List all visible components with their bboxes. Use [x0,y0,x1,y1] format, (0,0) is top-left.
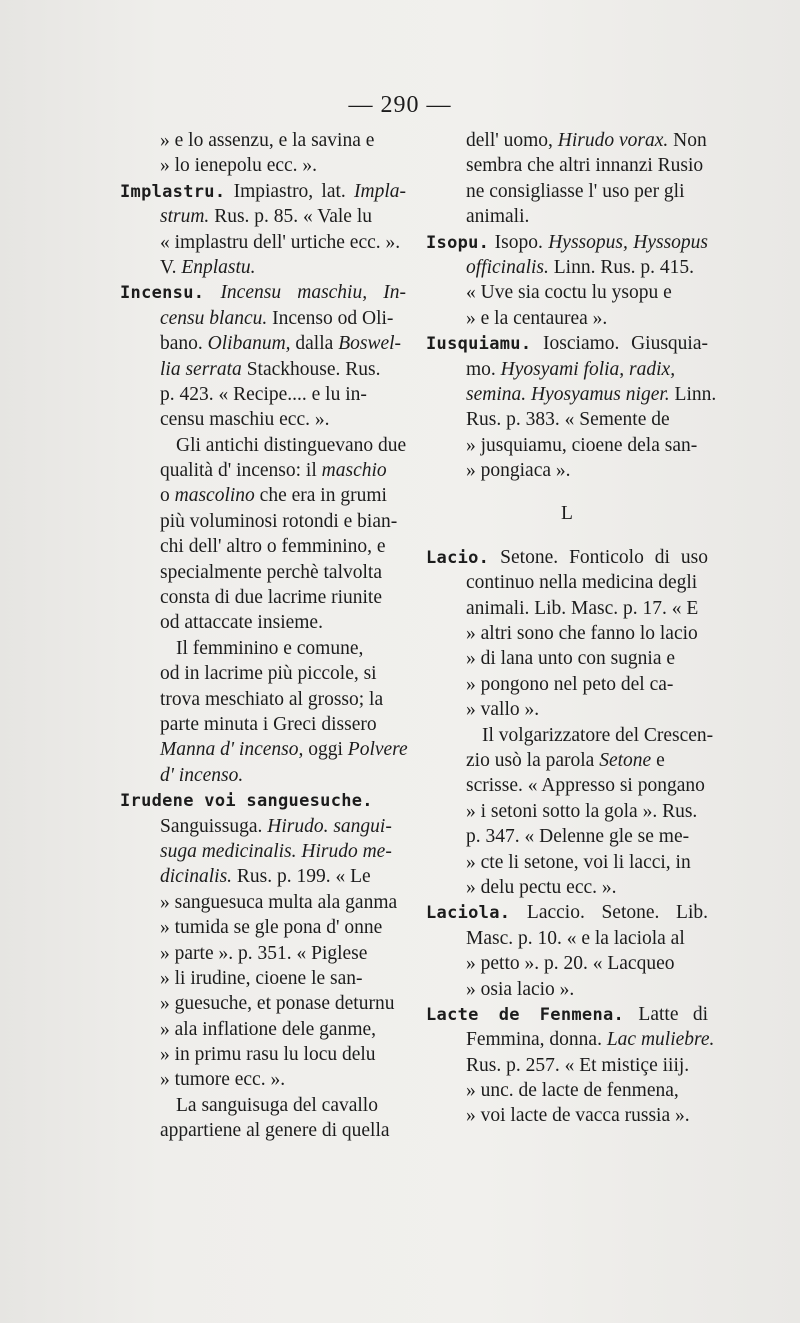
headword: Implastru. [120,181,226,202]
text-line [120,661,406,686]
text-line [426,433,708,458]
headword: Irudene voi sanguesuche. [120,791,373,812]
text-run: » vallo ». [466,699,540,721]
text-line [120,1042,406,1067]
text-run: Rus. p. 383. « Semente de [466,409,670,431]
italic-run: Hyssopus, Hyssopus [548,231,708,253]
text-line [120,585,406,610]
italic-run: Polvere [347,739,408,761]
text-run: Rus. p. 257. « Et mistiçe iiij. [466,1054,690,1076]
italic-run: Lac muliebre. [606,1029,715,1051]
headword: Laciola. [426,903,511,924]
text-line [120,483,406,508]
text-run: animali. [466,206,530,228]
text-line [120,153,406,178]
italic-run: Impla- [354,180,406,202]
text-run: » parte ». p. 351. « Piglese [160,942,368,964]
text-line [120,864,406,889]
text-run: » lo ienepolu ecc. ». [160,155,318,177]
text-line [120,128,406,153]
line-gap [426,527,708,545]
headword: Iusquiamu. [426,334,532,355]
text-run: Isopo. [489,231,549,253]
italic-run: suga medicinalis. Hirudo me- [160,840,392,862]
italic-run: Setone [599,749,652,771]
text-run: La sanguisuga del cavallo [176,1094,378,1116]
text-run: mo. [466,358,501,380]
text-line [120,763,406,788]
text-line [426,697,708,722]
text-run: Il femminino e comune, [176,637,364,659]
text-run: specialmente perchè talvolta [160,561,382,583]
text-line [120,255,406,280]
text-run: » delu pectu ecc. ». [466,876,617,898]
text-run: » e lo assenzu, e la savina e [160,130,375,151]
italic-run: Manna d' incenso, [160,739,304,761]
text-run: » li irudine, cioene le san- [160,967,363,989]
text-line [120,610,406,635]
text-run: » cte li setone, voi li lacci, in [466,851,691,873]
text-run: p. 423. « Recipe.... e lu in- [160,383,367,405]
text-line [426,382,717,407]
text-line [120,1118,406,1143]
text-run: animali. Lib. Masc. p. 17. « E [466,597,699,619]
text-line [426,1027,715,1052]
entry-headword-line [120,280,406,305]
text-run: L [561,503,573,525]
text-line [120,737,406,762]
text-line [426,280,708,305]
headword: Lacio. [426,547,490,568]
text-line [120,407,406,432]
text-run: Setone. Fonticolo di uso [489,546,708,568]
entry-headword-line [426,1002,708,1027]
text-run: parte minuta i Greci dissero [160,713,377,735]
text-run: Iosciamo. Giusquia- [531,333,708,355]
text-run: oggi [303,739,348,761]
text-line [120,941,406,966]
text-run: Laccio. Setone. Lib. [510,902,708,924]
text-line [120,382,406,407]
text-run: » pongono nel peto del ca- [466,673,674,695]
text-run: continuo nella medicina degli [466,572,698,594]
text-line [426,951,708,976]
text-run: » petto ». p. 20. « Lacqueo [466,953,675,975]
text-line [426,926,708,951]
italic-run: Incensu maschiu, In- [204,282,406,304]
text-run: Incenso od Oli- [267,307,394,329]
italic-run: Hirudo. sangui- [267,815,392,837]
text-line [120,230,406,255]
text-line [426,570,708,595]
text-run: Latte di [624,1003,708,1025]
italic-run: Hirudo vorax. [557,130,669,151]
text-line [120,687,406,712]
text-run: » osia lacio ». [466,978,575,1000]
italic-run: Olibanum, [207,333,291,355]
text-run: » ala inflatione dele ganme, [160,1018,377,1040]
text-line [426,977,708,1002]
text-line [120,966,406,991]
right-column [426,128,717,1129]
text-line [120,534,406,559]
text-run: V. [160,256,182,278]
text-line [426,824,708,849]
entry-headword-line [426,900,708,925]
text-run: Masc. p. 10. « e la laciola al [466,927,685,949]
text-line [426,748,708,773]
text-line [426,773,708,798]
text-run: » guesuche, et ponase deturnu [160,993,395,1015]
text-line [426,1078,708,1103]
text-line [120,636,406,661]
italic-run: officinalis. [466,256,549,278]
text-run: « Uve sia coctu lu ysopu e [466,282,672,304]
headword: Lacte de Fenmena. [426,1004,625,1025]
text-run: od attaccate insieme. [160,612,323,634]
text-line [426,723,714,748]
italic-run: strum. [160,206,210,228]
text-line [120,331,406,356]
text-line [426,646,708,671]
text-run: ne consigliasse l' uso per gli [466,180,685,202]
text-line [120,1093,406,1118]
text-run: » in primu rasu lu locu delu [160,1044,376,1066]
text-line [120,357,406,382]
text-run: » unc. de lacte de fenmena, [466,1080,679,1102]
text-line [426,621,708,646]
text-line [426,407,708,432]
entry-headword-line [426,331,708,356]
text-line [426,875,708,900]
text-run: » voi lacte de vacca russia ». [466,1105,690,1127]
text-run: » di lana unto con sugnia e [466,648,676,670]
text-line [426,850,708,875]
text-run: chi dell' altro o femminino, e [160,536,386,558]
text-line [120,991,406,1016]
entry-headword-line [426,545,708,570]
headword: Incensu. [120,283,205,304]
text-run: » sanguesuca multa ala ganma [160,891,398,913]
text-line [426,179,708,204]
text-line [120,509,406,534]
text-run: » tumore ecc. ». [160,1069,286,1091]
text-run: Rus. p. 199. « Le [232,866,371,888]
text-run: bano. [160,333,208,355]
text-run: scrisse. « Appresso si pongano [466,775,705,797]
italic-run: semina. Hyosyamus niger. [466,383,670,405]
italic-run: dicinalis. [160,866,233,888]
text-run: Rus. p. 85. « Vale lu [209,206,372,228]
text-line [426,255,708,280]
text-run: Il volgarizzatore del Crescen- [482,724,714,746]
headword: Isopu. [426,232,490,253]
italic-run: lia serrata [160,358,242,380]
text-run: Stackhouse. Rus. [241,358,381,380]
text-line [120,560,406,585]
text-line [120,839,406,864]
text-run: p. 347. « Delenne gle se me- [466,826,690,848]
entry-headword-line [120,179,406,204]
italic-run: mascolino [174,485,255,507]
text-line [120,458,406,483]
text-run: trova meschiato al grosso; la [160,688,384,710]
text-line [426,596,708,621]
text-run: Linn. [669,383,717,405]
page-number: — 290 — [348,92,452,118]
text-run: più voluminosi rotondi e bian- [160,510,398,532]
text-run: od in lacrime più piccole, si [160,663,377,685]
text-line [426,799,708,824]
entry-headword-line [426,230,708,255]
text-run: » e la centaurea ». [466,307,608,329]
text-line [426,672,708,697]
text-run: appartiene al genere di quella [160,1120,390,1142]
text-line [120,1067,406,1092]
text-line [120,915,406,940]
text-run: o [160,485,175,507]
text-run: che era in grumi [254,485,387,507]
italic-run: censu blancu. [160,307,268,329]
text-run: dalla [290,333,339,355]
italic-run: Enplastu. [181,256,256,278]
text-run: Non [668,130,707,151]
italic-run: maschio [321,460,387,482]
text-line [426,1053,708,1078]
text-run: Femmina, donna. [466,1029,607,1051]
text-line [120,712,406,737]
text-run: censu maschiu ecc. ». [160,409,330,431]
text-run: sembra che altri innanzi Rusio [466,155,704,177]
text-line [120,890,406,915]
italic-run: Boswel- [338,333,402,355]
text-run: « implastru dell' urtiche ecc. ». [160,231,401,253]
text-run: » tumida se gle pona d' onne [160,917,383,939]
text-line [426,1103,708,1128]
text-line [120,433,406,458]
text-line [426,458,708,483]
section-letter [426,501,708,526]
text-run: zio usò la parola [466,749,600,771]
text-run: Impiastro, lat. [225,180,354,202]
text-line [426,128,708,153]
text-line [120,1017,406,1042]
text-run: e [651,749,665,771]
text-run: » jusquiamu, cioene dela san- [466,434,698,456]
text-line [120,814,406,839]
text-line [120,306,406,331]
left-column [120,128,406,1144]
text-run: » i setoni sotto la gola ». Rus. [466,800,698,822]
text-run: consta di due lacrime riunite [160,587,383,609]
text-line [426,357,708,382]
text-run: Linn. Rus. p. 415. [548,256,695,278]
italic-run: d' incenso. [160,764,244,786]
text-line [426,204,708,229]
text-run: qualità d' incenso: il [160,460,322,482]
text-run: Sanguissuga. [160,815,268,837]
text-run: » pongiaca ». [466,460,571,482]
line-gap [426,483,708,501]
text-run: » altri sono che fanno lo lacio [466,623,698,645]
text-line [120,204,406,229]
text-line [426,153,708,178]
text-run: Gli antichi distinguevano due [176,434,407,456]
text-line [426,306,708,331]
text-run: dell' uomo, [466,130,558,151]
entry-headword-line [120,788,406,813]
italic-run: Hyosyami folia, radix, [500,358,676,380]
